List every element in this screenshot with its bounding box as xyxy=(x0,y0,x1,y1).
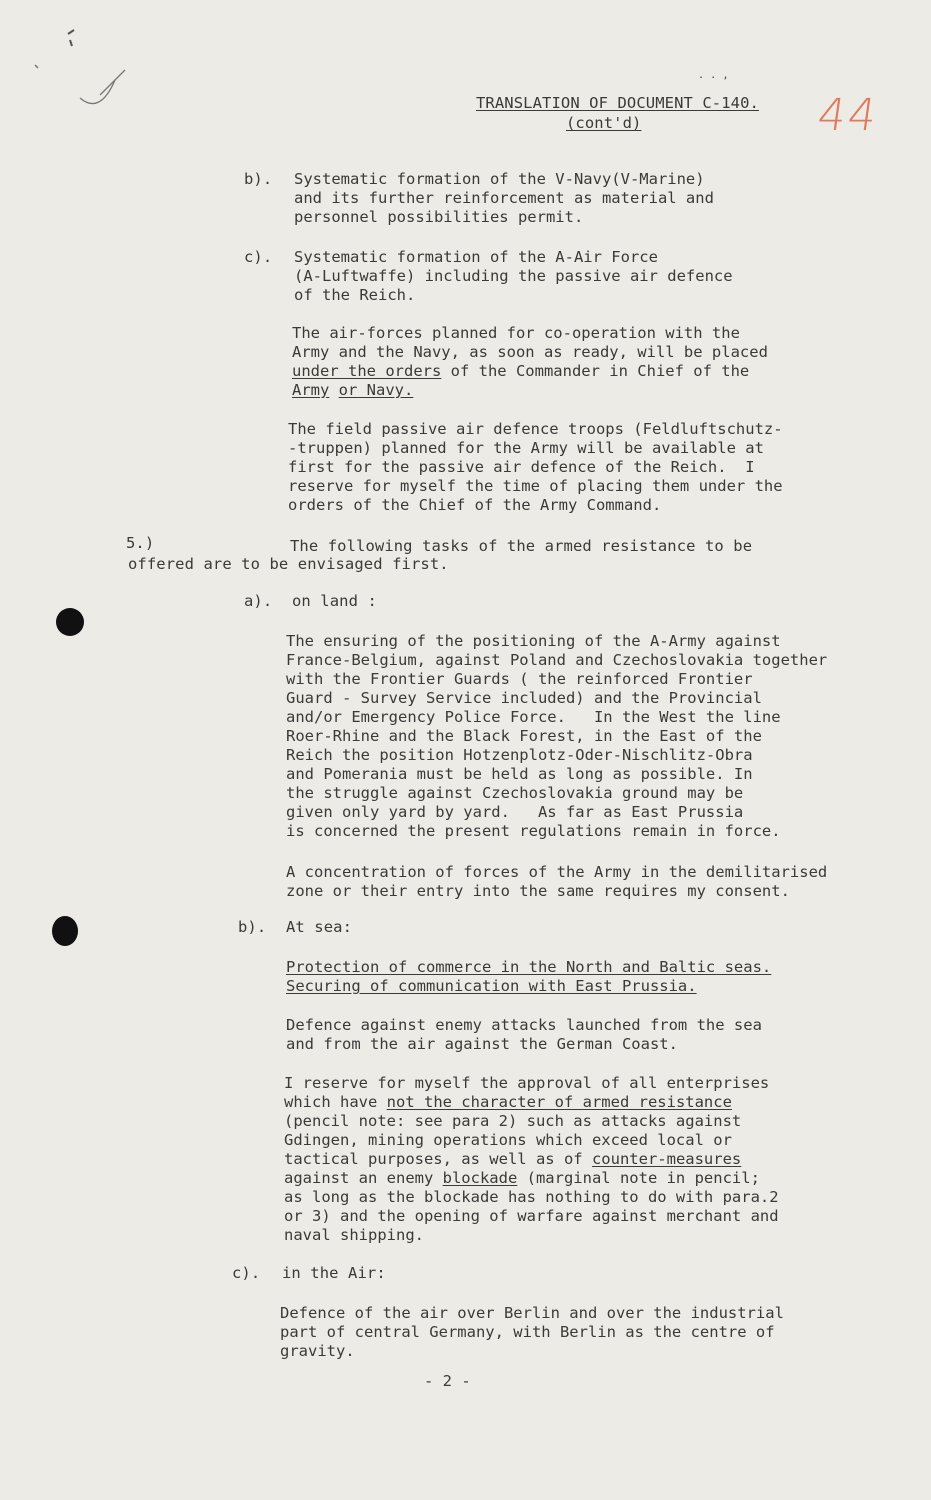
section-5-line1: The following tasks of the armed resistance to be xyxy=(290,537,753,555)
text-line: first for the passive air defence of the Reich. I xyxy=(288,458,755,476)
sea-paragraph-3 xyxy=(284,1074,779,1245)
text-line xyxy=(292,381,768,400)
underlined-text: not the character of armed resistance xyxy=(386,1093,732,1111)
text-line: Defence against enemy attacks launched from the sea xyxy=(286,1016,762,1034)
item-c-label: c). xyxy=(244,248,273,266)
document-subtitle: (cont'd) xyxy=(566,114,642,132)
text-line: and its further reinforcement as material and xyxy=(294,189,714,207)
text-line xyxy=(286,977,771,996)
text-line: Gdingen, mining operations which exceed local or xyxy=(284,1131,732,1149)
text-line xyxy=(286,958,771,977)
text-line: with the Frontier Guards ( the reinforced Frontier xyxy=(286,670,753,688)
text-line: the struggle against Czechoslovakia ground may be xyxy=(286,784,744,802)
text-line: and/or Emergency Police Force. In the West the line xyxy=(286,708,781,726)
text-line: part of central Germany, with Berlin as the centre of xyxy=(280,1323,775,1341)
page-number: - 2 - xyxy=(424,1372,471,1390)
section-5-number: 5.) xyxy=(126,534,155,552)
item-b-text xyxy=(294,170,714,227)
handwritten-page-number: 44 xyxy=(814,90,882,141)
document-title: TRANSLATION OF DOCUMENT C-140. xyxy=(476,94,759,112)
text-line: as long as the blockade has nothing to do with para.2 xyxy=(284,1188,779,1206)
underlined-text: under the orders xyxy=(292,362,442,380)
text-line: The field passive air defence troops (Feldluftschutz- xyxy=(288,420,783,438)
text-line: personnel possibilities permit. xyxy=(294,208,584,226)
underlined-text: Army xyxy=(292,381,330,399)
air-paragraph xyxy=(280,1304,784,1361)
air-label: c). xyxy=(232,1264,261,1282)
text-line xyxy=(284,1169,779,1188)
text-span: of the Commander in Chief of the xyxy=(441,362,750,380)
underlined-text: blockade xyxy=(442,1169,518,1187)
text-line: -truppen) planned for the Army will be available at xyxy=(288,439,764,457)
text-line: Roer-Rhine and the Black Forest, in the East of the xyxy=(286,727,762,745)
text-line: Systematic formation of the V-Navy(V-Marine) xyxy=(294,170,705,188)
text-line: Defence of the air over Berlin and over the industrial xyxy=(280,1304,784,1322)
text-line: Systematic formation of the A-Air Force xyxy=(294,248,658,266)
text-line: and Pomerania must be held as long as possible. In xyxy=(286,765,753,783)
text-line: and from the air against the German Coast. xyxy=(286,1035,678,1053)
underlined-text: counter-measures xyxy=(591,1150,742,1168)
text-line: reserve for myself the time of placing them under the xyxy=(288,477,783,495)
land-paragraph-2 xyxy=(286,863,827,901)
land-heading: on land : xyxy=(292,592,377,610)
text-line: The air-forces planned for co-operation with the xyxy=(292,324,740,342)
air-forces-paragraph xyxy=(292,324,768,400)
text-line: zone or their entry into the same requires my consent. xyxy=(286,882,790,900)
sea-paragraph-1 xyxy=(286,958,771,996)
underlined-text: or Navy. xyxy=(338,381,414,399)
land-paragraph-1 xyxy=(286,632,827,841)
land-label: a). xyxy=(244,592,273,610)
text-span: against an enemy xyxy=(284,1169,443,1187)
sea-label: b). xyxy=(238,918,267,936)
text-line: France-Belgium, against Poland and Czechoslovakia together xyxy=(286,651,828,669)
text-line: I reserve for myself the approval of all enterprises xyxy=(284,1074,770,1092)
text-line: (pencil note: see para 2) such as attacks against xyxy=(284,1112,742,1130)
pen-scribble-icon xyxy=(30,20,150,110)
text-line: Army and the Navy, as soon as ready, will be placed xyxy=(292,343,768,361)
text-line xyxy=(284,1150,779,1169)
text-span: which have xyxy=(284,1093,387,1111)
underlined-text: Protection of commerce in the North and Baltic seas. xyxy=(286,958,772,976)
text-line: gravity. xyxy=(280,1342,355,1360)
text-line: Reich the position Hotzenplotz-Oder-Nischlitz-Obra xyxy=(286,746,753,764)
text-line: Guard - Survey Service included) and the Provincial xyxy=(286,689,762,707)
top-mark: . . , xyxy=(698,70,729,81)
text-line: is concerned the present regulations remain in force. xyxy=(286,822,781,840)
text-span: tactical purposes, as well as of xyxy=(284,1150,592,1168)
corner-pen-marks xyxy=(30,20,150,110)
text-line: A concentration of forces of the Army in the demilitarised xyxy=(286,863,828,881)
underlined-text: Securing of communication with East Prussia. xyxy=(286,977,697,995)
text-span xyxy=(329,381,338,399)
section-5-line2: offered are to be envisaged first. xyxy=(128,555,449,573)
punch-hole-bottom xyxy=(52,916,78,946)
text-line: of the Reich. xyxy=(294,286,416,304)
item-b-label: b). xyxy=(244,170,273,188)
text-line xyxy=(284,1093,779,1112)
air-heading: in the Air: xyxy=(282,1264,386,1282)
text-line: (A-Luftwaffe) including the passive air defence xyxy=(294,267,733,285)
sea-paragraph-2 xyxy=(286,1016,762,1054)
text-span: (marginal note in pencil; xyxy=(517,1169,760,1187)
text-line: orders of the Chief of the Army Command. xyxy=(288,496,662,514)
text-line xyxy=(292,362,768,381)
text-line: The ensuring of the positioning of the A-Army against xyxy=(286,632,781,650)
punch-hole-top xyxy=(56,608,84,636)
text-line: naval shipping. xyxy=(284,1226,424,1244)
text-line: given only yard by yard. As far as East Prussia xyxy=(286,803,744,821)
text-line: or 3) and the opening of warfare against merchant and xyxy=(284,1207,779,1225)
sea-heading: At sea: xyxy=(286,918,353,936)
passive-air-defence-paragraph xyxy=(288,420,783,515)
item-c-text xyxy=(294,248,733,305)
